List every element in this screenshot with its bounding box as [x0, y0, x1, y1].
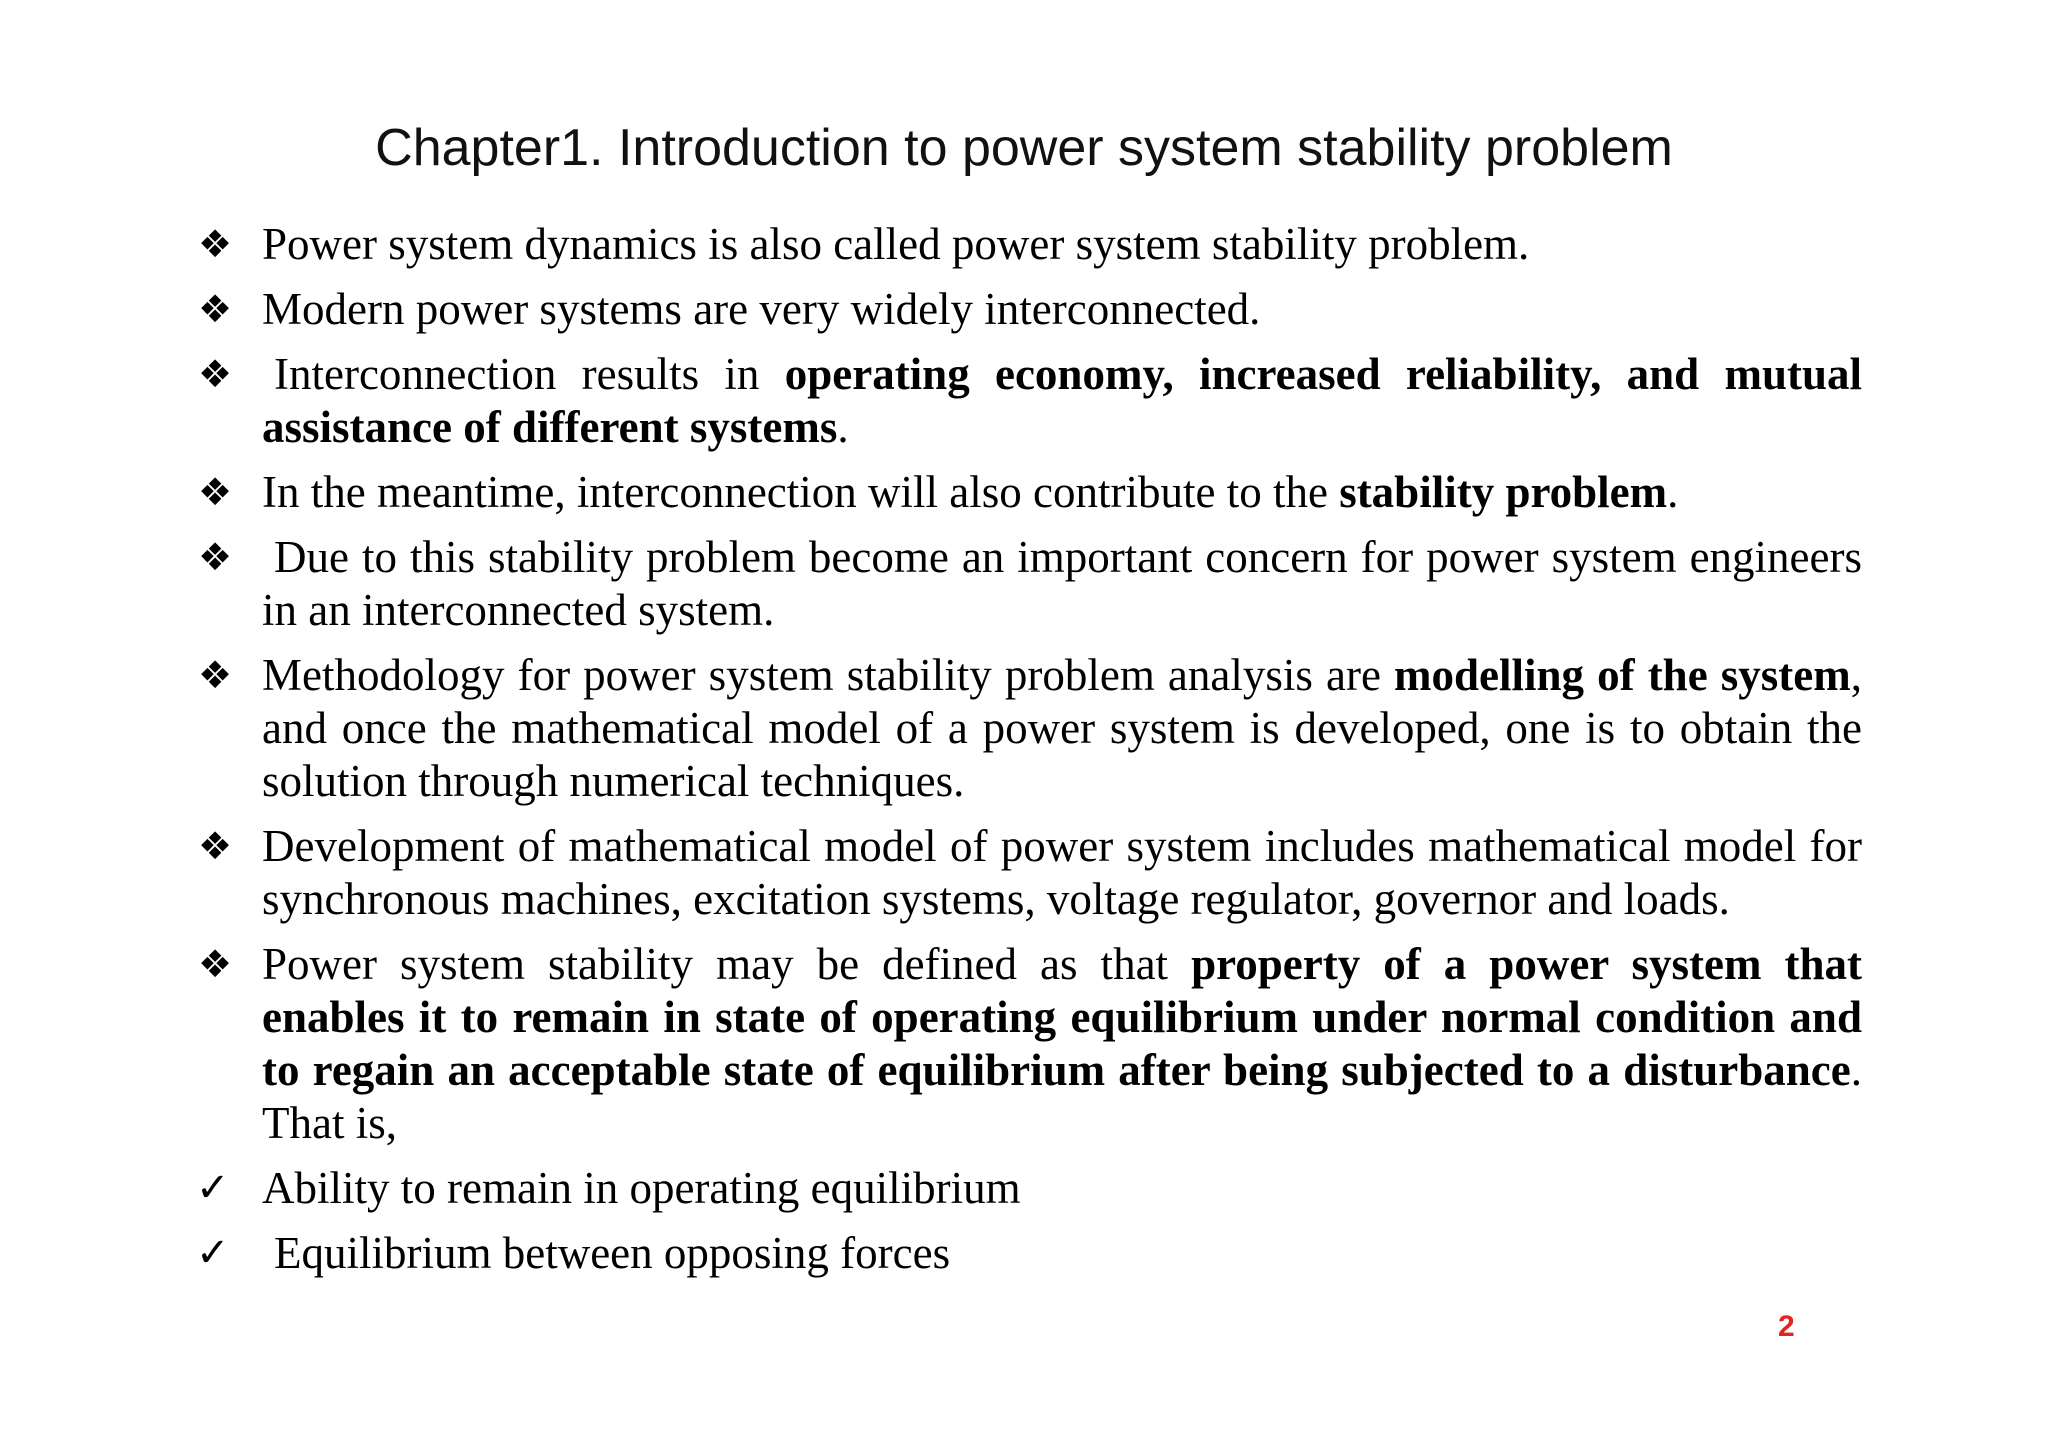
page-number: 2: [1778, 1310, 1795, 1343]
check-item: [196, 1227, 1862, 1280]
diamond-bullet-icon: ❖: [198, 287, 233, 331]
bullet-text: , and once the mathematical model of a power system is developed, one is to obtain the solution through numerical techniques.: [262, 650, 1862, 806]
bullet-text: Power system stability may be defined as that: [262, 939, 1192, 989]
bullet-text: In the meantime, interconnection will also contribute to the: [262, 467, 1340, 517]
bullet-item: [196, 820, 1862, 926]
bullet-list: [196, 218, 1862, 1292]
check-text: Equilibrium between opposing forces: [274, 1228, 951, 1278]
checkmark-icon: ✓: [196, 1230, 230, 1276]
bullet-item: [196, 531, 1862, 637]
bullet-item: [196, 466, 1862, 519]
bullet-text: .: [837, 402, 849, 452]
bullet-item: [196, 938, 1862, 1150]
diamond-bullet-icon: ❖: [198, 535, 233, 579]
bullet-text: Methodology for power system stability problem analysis are: [262, 650, 1395, 700]
checkmark-icon: ✓: [196, 1165, 230, 1211]
diamond-bullet-icon: ❖: [198, 470, 233, 514]
bullet-text: Power system dynamics is also called power system stability problem.: [262, 219, 1530, 269]
bullet-text: . That is,: [262, 1045, 1862, 1148]
bullet-text: Due to this stability problem become an important concern for power system engineers in an interconnected system.: [262, 532, 1862, 635]
diamond-bullet-icon: ❖: [198, 222, 233, 266]
bullet-text: Modern power systems are very widely interconnected.: [262, 284, 1261, 334]
bullet-item: [196, 649, 1862, 808]
diamond-bullet-icon: ❖: [198, 824, 233, 868]
bullet-bold-text: stability problem: [1339, 467, 1668, 517]
slide-title: Chapter1. Introduction to power system stability problem: [375, 119, 1673, 177]
bullet-bold-text: modelling of the system: [1394, 650, 1851, 700]
diamond-bullet-icon: ❖: [198, 653, 233, 697]
bullet-item: [196, 218, 1862, 271]
diamond-bullet-icon: ❖: [198, 942, 233, 986]
check-item: [196, 1162, 1862, 1215]
bullet-text: Interconnection results in: [274, 349, 785, 399]
diamond-bullet-icon: ❖: [198, 352, 233, 396]
bullet-text: .: [1667, 467, 1679, 517]
bullet-item: [196, 348, 1862, 454]
bullet-item: [196, 283, 1862, 336]
bullet-text: Development of mathematical model of power system includes mathematical model for synchronous machines, excitation systems, voltage regulator, governor and loads.: [262, 821, 1862, 924]
bullet-bold-text: property of a power system that enables it to remain in state of operating equilibrium under normal condition and to regain an acceptable state of equilibrium after being subjected to a disturbance: [262, 939, 1862, 1095]
check-text: Ability to remain in operating equilibrium: [262, 1163, 1021, 1213]
bullet-bold-text: operating economy, increased reliability, and mutual assistance of different systems: [262, 349, 1862, 452]
